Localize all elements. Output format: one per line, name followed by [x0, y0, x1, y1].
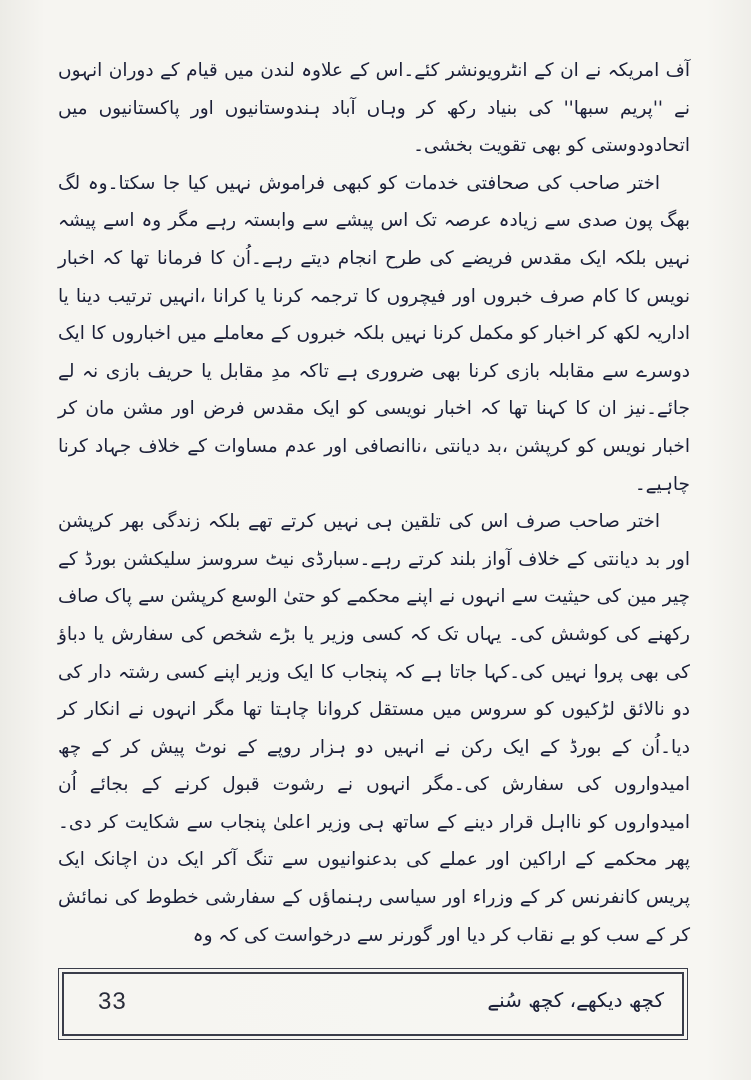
paragraph-2: اختر صاحب کی صحافتی خدمات کو کبھی فراموش نہیں کیا جا سکتا۔وہ لگ بھگ پون صدی سے زیادہ عرصہ تک اس پیشے سے وابستہ رہے مگر وہ اسے پیشہ نہیں بلکہ ایک مقدس فریضے کی طرح انجام دیتے رہے۔اُن کا فرمانا تھا کہ اخبار نویس کا کام صرف خبروں اور فیچروں کا ترجمہ کرنا یا کرانا ،انہیں ترتیب دینا یا اداریہ لکھ کر اخبار کو مکمل کرنا نہیں بلکہ خبروں کے معاملے میں اخباروں کا ایک دوسرے سے مقابلہ بازی کرنا بھی ضروری ہے تاکہ مدِ مقابل یا حریف بازی نہ لے جائے۔نیز ان کا کہنا تھا کہ اخبار نویسی کو ایک مقدس فرض اور مشن مان کر اخبار نویس کو کرپشن ،بد دیانتی ،ناانصافی اور عدم مساوات کے خلاف جہاد کرنا چاہیے۔ [58, 172, 690, 495]
book-title: کچھ دیکھے، کچھ سُنے [487, 988, 664, 1012]
paragraph-3: اختر صاحب صرف اس کی تلقین ہی نہیں کرتے تھے بلکہ زندگی بھر کرپشن اور بد دیانتی کے خلاف آواز بلند کرتے رہے۔سبارڈی نیٹ سروسز سلیکشن بورڈ کے چیر مین کی حیثیت سے انہوں نے اپنے محکمے کو حتیٰ الوسع کرپشن سے پاک صاف رکھنے کی کوشش کی۔ یہاں تک کہ کسی وزیر یا بڑے شخص کی سفارش یا دباؤ کی بھی پروا نہیں کی۔کہا جاتا ہے کہ پنجاب کا ایک وزیر اپنے کسی رشتہ دار کی دو نالائق لڑکیوں کو سروس میں مستقل کروانا چاہتا تھا مگر انہوں نے انکار کر دیا۔اُن کے بورڈ کے ایک رکن نے انہیں دو ہزار روپے کے نوٹ پیش کر کے چھ امیدواروں کی سفارش کی۔مگر انہوں نے رشوت قبول کرنے کے بجائے اُن امیدواروں کو نااہل قرار دینے کے ساتھ ہی وزیر اعلیٰ پنجاب سے شکایت کر دی۔پھر محکمے کے اراکین اور عملے کی بدعنوانیوں سے تنگ آکر ایک دن اچانک ایک پریس کانفرنس کر کے وزراء اور سیاسی رہنماؤں کے سفارشی خطوط کی نمائش کر کے سب کو بے نقاب کر دیا اور گورنر سے درخواست کی کہ وہ [58, 511, 690, 946]
paragraph-1: آف امریکہ نے ان کے انٹرویونشر کئے۔اس کے علاوہ لندن میں قیام کے دوران انہوں نے ''پریم سبھا'' کی بنیاد رکھ کر وہاں آباد ہندوستانیوں اور پاکستانیوں میں اتحادودوستی کو بھی تقویت بخشی۔ [58, 60, 690, 157]
body-text [58, 52, 690, 954]
page-footer [62, 972, 684, 1036]
page-number: 33 [98, 988, 127, 1015]
